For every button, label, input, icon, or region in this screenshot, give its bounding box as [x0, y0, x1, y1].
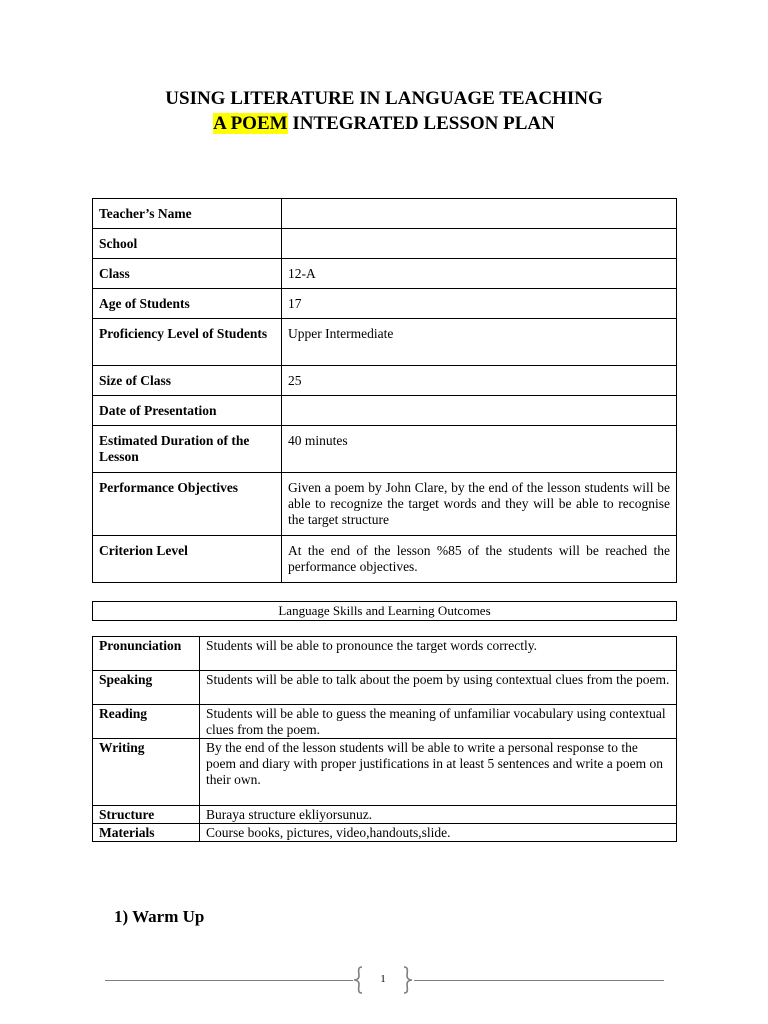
document-title-line-1: USING LITERATURE IN LANGUAGE TEACHING: [165, 88, 603, 109]
table-row: [93, 289, 677, 319]
row-value: At the end of the lesson %85 of the students will be reached the performance objectives.: [282, 536, 677, 583]
table-row: [93, 637, 677, 671]
row-value: [282, 199, 677, 229]
row-label: Estimated Duration of the Lesson: [93, 426, 282, 473]
skill-outcome: By the end of the lesson students will be able to write a personal response to the poem and diary with proper justifications in at least 5 sentences and write a poem on their own.: [200, 739, 677, 806]
row-value: 12-A: [282, 259, 677, 289]
row-value: 17: [282, 289, 677, 319]
table-row: [93, 739, 677, 806]
table-row: [93, 824, 677, 842]
row-label: Performance Objectives: [93, 473, 282, 536]
row-label: Teacher’s Name: [93, 199, 282, 229]
page-number-bracket: [354, 966, 412, 994]
row-value: 25: [282, 366, 677, 396]
table-row: [93, 536, 677, 583]
title-highlight: A POEM: [213, 113, 288, 134]
table-row: [93, 319, 677, 366]
row-label: School: [93, 229, 282, 259]
skill-label: Reading: [93, 705, 200, 739]
section-heading-warm-up: 1) Warm Up: [114, 907, 205, 926]
table-row: [93, 473, 677, 536]
title-rest: INTEGRATED LESSON PLAN: [287, 113, 555, 134]
skill-label: Materials: [93, 824, 200, 842]
skill-label: Pronunciation: [93, 637, 200, 671]
lesson-info-table: [92, 198, 677, 583]
footer-rule-right: [414, 980, 664, 981]
skill-label: Structure: [93, 806, 200, 824]
table-row: [93, 426, 677, 473]
row-label: Class: [93, 259, 282, 289]
footer-rule-left: [105, 980, 353, 981]
table-row: [93, 259, 677, 289]
skills-outcomes-table: [92, 636, 677, 842]
row-value: 40 minutes: [282, 426, 677, 473]
row-value: Given a poem by John Clare, by the end of the lesson students will be able to recognize the target words and they will be able to recognise the target structure: [282, 473, 677, 536]
skill-outcome: Course books, pictures, video,handouts,slide.: [200, 824, 677, 842]
row-label: Date of Presentation: [93, 396, 282, 426]
table-row: [93, 199, 677, 229]
table-row: [93, 806, 677, 824]
table-row: [93, 671, 677, 705]
row-label: Criterion Level: [93, 536, 282, 583]
skill-label: Speaking: [93, 671, 200, 705]
page-number: 1: [380, 973, 386, 985]
row-label: Age of Students: [93, 289, 282, 319]
table-row: [93, 396, 677, 426]
row-value: Upper Intermediate: [282, 319, 677, 366]
table-row: [93, 229, 677, 259]
row-label: Proficiency Level of Students: [93, 319, 282, 366]
skill-outcome: Students will be able to talk about the poem by using contextual clues from the poem.: [200, 671, 677, 705]
table-row: [93, 366, 677, 396]
row-value: [282, 229, 677, 259]
row-label: Size of Class: [93, 366, 282, 396]
table-row: [93, 705, 677, 739]
row-value: [282, 396, 677, 426]
document-title-line-2: [0, 112, 768, 136]
skill-outcome: Students will be able to guess the meaning of unfamiliar vocabulary using contextual clues from the poem.: [200, 705, 677, 739]
skill-outcome: Buraya structure ekliyorsunuz.: [200, 806, 677, 824]
outcomes-header: Language Skills and Learning Outcomes: [92, 601, 677, 621]
skill-outcome: Students will be able to pronounce the target words correctly.: [200, 637, 677, 671]
skill-label: Writing: [93, 739, 200, 806]
